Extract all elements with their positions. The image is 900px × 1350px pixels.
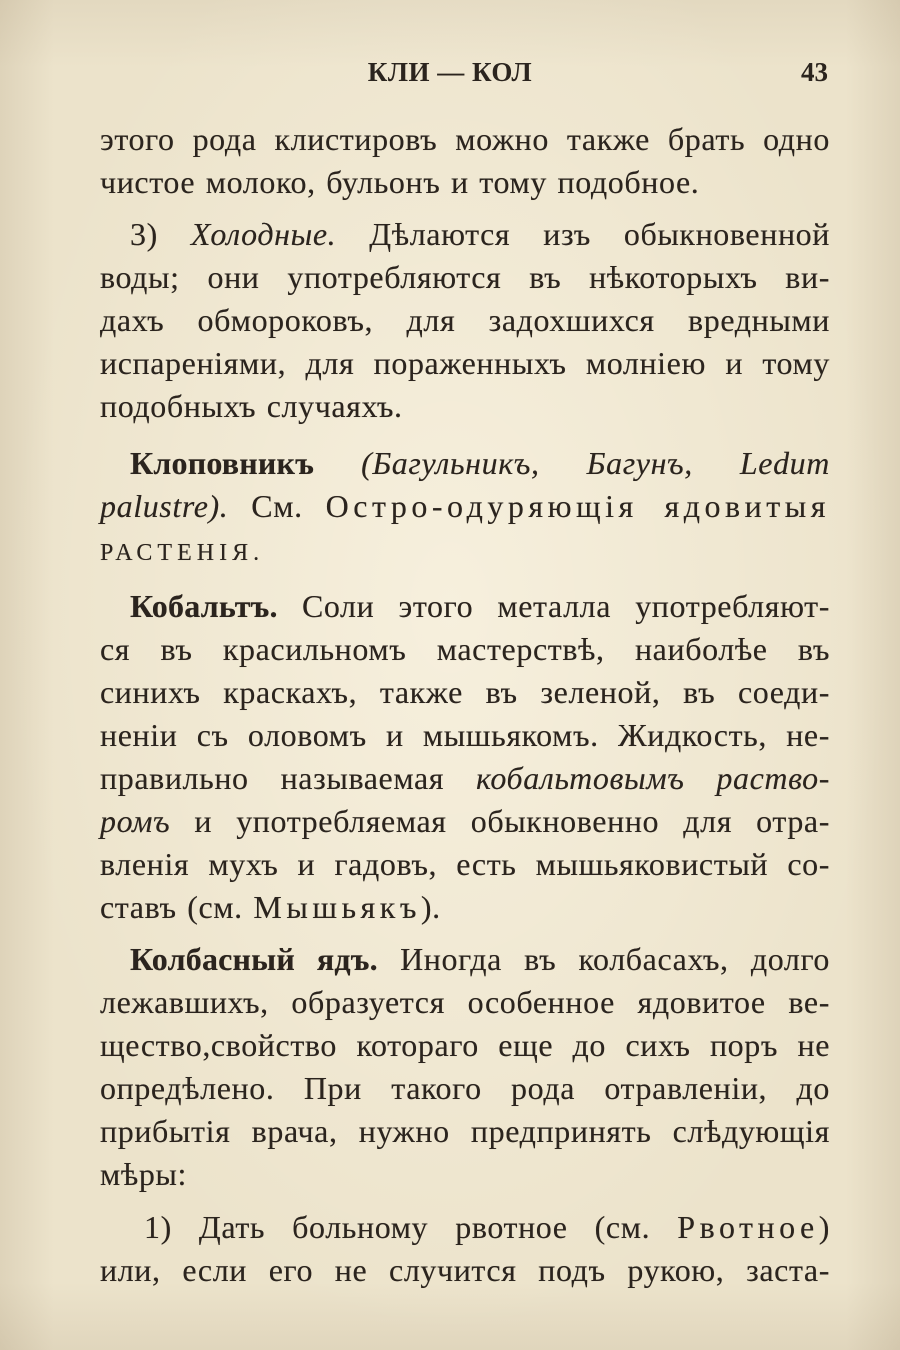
numbered-paragraph <box>100 1206 830 1292</box>
line-text: См. <box>251 488 303 524</box>
text-line: неніи съ оловомъ и мышьякомъ. Жидкость, не- <box>100 717 830 753</box>
numbered-paragraph <box>100 213 830 428</box>
text-line: ся въ красильномъ мастерствѣ, наиболѣе въ <box>100 631 830 667</box>
line-text: и употребляемая обыкновенно для отра- <box>194 803 830 839</box>
text-line: воды; они употребляются въ нѣкоторыхъ ви- <box>100 259 830 295</box>
italic-term: кобальтовымъ раство- <box>476 760 831 796</box>
line-text: 1) Дать больному рвотное (см. <box>144 1209 651 1245</box>
spaced-cross-reference: Остро-одуряющія ядовитыя <box>325 488 830 524</box>
item-number: 3) <box>130 216 158 252</box>
text-line: опредѣлено. При такого рода отравленіи, до <box>100 1070 830 1106</box>
text-line: вленія мухъ и гадовъ, есть мышьяковистый со- <box>100 846 830 882</box>
text-line: мѣры: <box>100 1156 188 1192</box>
text-line: подобныхъ случаяхъ. <box>100 388 403 424</box>
text-line: чистое молоко, бульонъ и тому подобное. <box>100 164 700 200</box>
page-number: 43 <box>801 57 828 87</box>
line-text: Иногда въ колбасахъ, долго <box>400 941 830 977</box>
spaced-cross-reference: Рвотное <box>677 1209 819 1245</box>
small-caps-cross-reference: РАСТЕНІЯ. <box>100 540 265 566</box>
text-line: лежавшихъ, образуется особенное ядовитое ве- <box>100 984 830 1020</box>
line-text: ставъ (см. <box>100 889 243 925</box>
text-line: прибытія врача, нужно предпринять слѣдующія <box>100 1113 830 1149</box>
line-text: ) <box>818 1209 830 1245</box>
dictionary-entry-kolbasny-yad <box>100 938 830 1196</box>
text-line: синихъ краскахъ, также въ зеленой, въ соеди- <box>100 674 830 710</box>
line-text: Дѣлаются изъ обыкновенной <box>369 216 831 252</box>
text-line: щество,свойство котораго еще до сихъ поръ не <box>100 1027 830 1063</box>
headword: Кобальтъ. <box>130 588 278 624</box>
line-text: Соли этого металла употребляют- <box>301 588 830 624</box>
text-line <box>100 800 830 843</box>
spaced-cross-reference: Мышьякъ <box>253 889 421 925</box>
line-text: ). <box>420 889 441 925</box>
text-line <box>100 213 830 256</box>
text-line: испареніями, для пораженныхъ молніею и тому <box>100 345 830 381</box>
headword: Колбасный ядъ. <box>130 941 378 977</box>
dictionary-entry-klopovnik <box>100 442 830 571</box>
text-line <box>100 485 830 528</box>
text-line <box>100 585 830 628</box>
headword: Клоповникъ <box>130 445 315 481</box>
italic-term: ромъ <box>100 803 171 839</box>
italic-synonyms: (Багульникъ, Багунъ, Ledum <box>361 445 830 481</box>
text-line: или, если его не случится подъ рукою, заста- <box>100 1252 830 1288</box>
italic-term: Холодные. <box>190 216 337 252</box>
text-line: дахъ обмороковъ, для задохшихся вредными <box>100 302 830 338</box>
text-line <box>100 442 830 485</box>
text-line <box>100 1206 830 1249</box>
paragraph <box>100 118 830 204</box>
text-line <box>100 938 830 981</box>
page-body <box>100 118 830 1292</box>
line-text: правильно называемая <box>100 760 445 796</box>
dictionary-entry-kobalt <box>100 585 830 929</box>
text-line <box>100 757 830 800</box>
running-head: КЛИ — КОЛ <box>367 57 533 87</box>
text-line: этого рода клистировъ можно также брать одно <box>100 121 830 157</box>
text-line <box>100 528 830 571</box>
italic-latin-name: palustre). <box>100 488 229 524</box>
text-line <box>100 886 830 929</box>
